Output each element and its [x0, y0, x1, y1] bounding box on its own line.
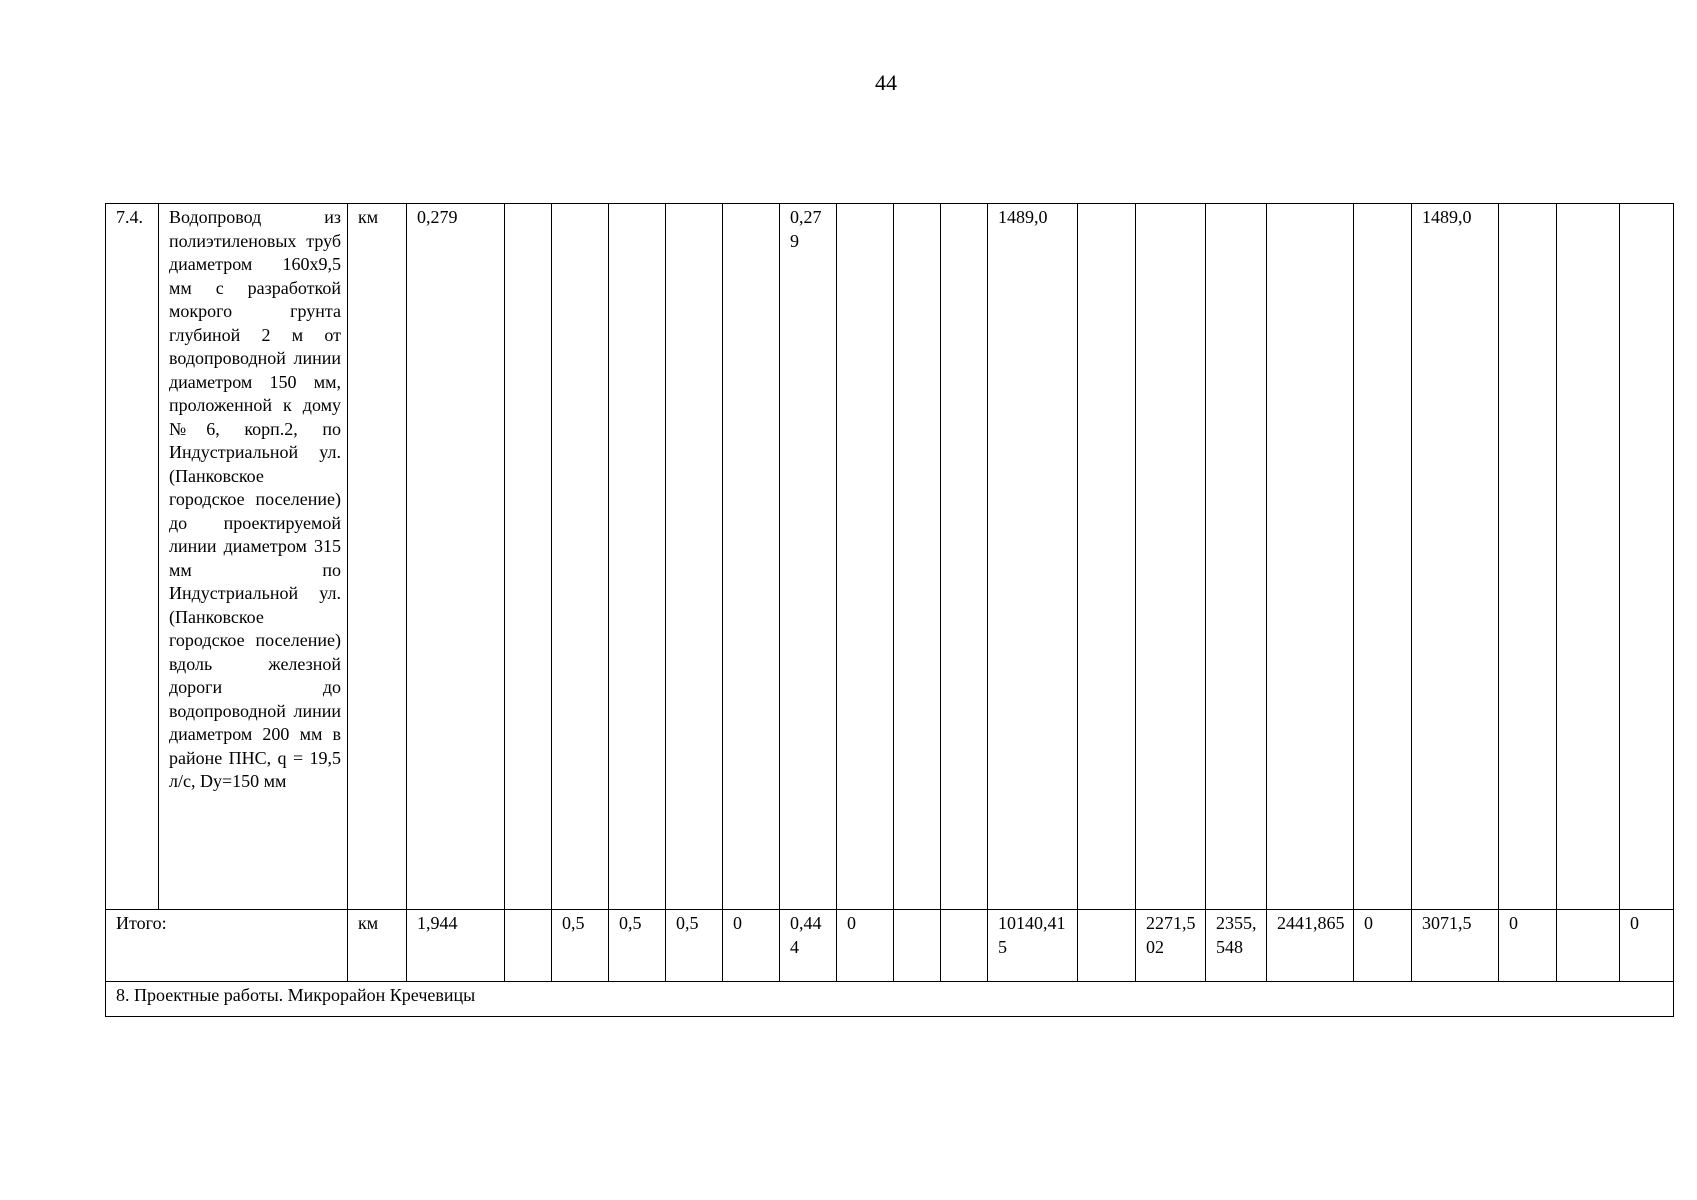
table-cell [1078, 910, 1136, 982]
data-table [105, 203, 1674, 1017]
table-row-total [106, 910, 1674, 982]
table-cell: 0,279 [780, 204, 837, 910]
table-cell [505, 204, 552, 910]
table-cell [1078, 204, 1136, 910]
table-cell [666, 204, 723, 910]
table-cell: 2441,865 [1267, 910, 1354, 982]
table-cell [1206, 204, 1267, 910]
table-cell: 0 [1354, 910, 1412, 982]
table-cell [505, 910, 552, 982]
cell-total-label: Итого: [106, 910, 348, 982]
table-cell [1267, 204, 1354, 910]
table-cell: 0,444 [780, 910, 837, 982]
table-row-item-7-4 [106, 204, 1674, 910]
table-cell [1557, 204, 1620, 910]
cell-unit: км [348, 204, 407, 910]
table-cell [1354, 204, 1412, 910]
table-cell [837, 204, 894, 910]
table-cell: 0,5 [609, 910, 666, 982]
table-cell: 0 [1499, 910, 1557, 982]
table-cell: 0 [1620, 910, 1674, 982]
table-cell: 2271,502 [1136, 910, 1206, 982]
table-cell: 0,5 [552, 910, 609, 982]
table-cell [941, 910, 988, 982]
cell-item-description: Водопровод из полиэтиленовых труб диаметром 160х9,5 мм с разработкой мокрого грунта глубиной 2 м от водопроводной линии диаметром 150 мм, проложенной к дому №6, корп.2, по Индустриальной ул. (Панковское городское поселение) до проектируемой линии диаметром 315 мм по Индустриальной ул. (Панковское городское поселение) вдоль железной дороги до водопроводной линии диаметром 200 мм в районе ПНС, q = 19,5 л/с, Dу=150 мм [159, 204, 348, 910]
page-number: 44 [875, 70, 897, 95]
table-cell [1499, 204, 1557, 910]
table-cell: 0 [723, 910, 780, 982]
section-title: 8. Проектные работы. Микрорайон Кречевицы [106, 982, 1674, 1017]
table-cell: 10140,415 [988, 910, 1078, 982]
table-cell: 1489,0 [988, 204, 1078, 910]
table-cell [723, 204, 780, 910]
table-cell [1620, 204, 1674, 910]
table-cell [894, 910, 941, 982]
cell-item-number: 7.4. [106, 204, 159, 910]
table-cell: 1,944 [407, 910, 505, 982]
table-cell [941, 204, 988, 910]
table-cell [609, 204, 666, 910]
table-cell: 0,5 [666, 910, 723, 982]
table-cell [1136, 204, 1206, 910]
table-row-section [106, 982, 1674, 1017]
table-cell: 2355,548 [1206, 910, 1267, 982]
table-cell: 3071,5 [1412, 910, 1499, 982]
table-cell [1557, 910, 1620, 982]
table-cell [552, 204, 609, 910]
table-cell: 0 [837, 910, 894, 982]
table-cell [894, 204, 941, 910]
table-cell: 0,279 [407, 204, 505, 910]
table-cell: 1489,0 [1412, 204, 1499, 910]
cell-unit: км [348, 910, 407, 982]
